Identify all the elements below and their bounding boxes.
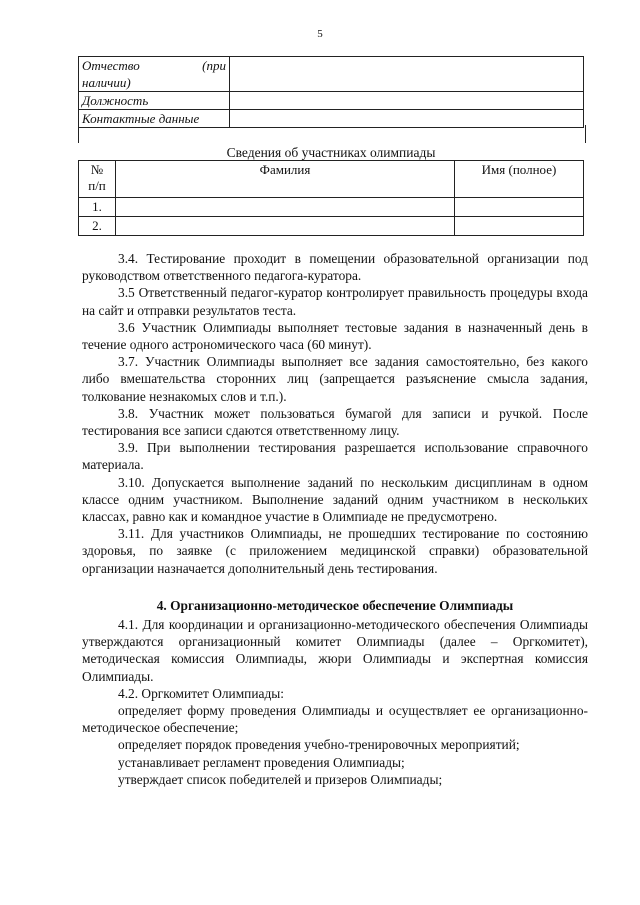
row-name xyxy=(455,217,584,236)
row-name xyxy=(455,198,584,217)
patronymic-label xyxy=(79,57,230,92)
paragraph-4-1: 4.1. Для координации и организационно-методического обеспечения Олимпиады утверждаются организационный комитет Олимпиады (далее – Оргкомитет), методическая комиссия Олимпиады, жюри Олимпиады и экспертная комиссия Олимпиады. xyxy=(82,617,588,684)
patronymic-label-right: (при xyxy=(202,58,226,73)
paragraph-3-6: 3.6 Участник Олимпиады выполняет тестовые задания в назначенный день в течение одного астрономического часа (60 минут). xyxy=(82,319,588,353)
col-name-header: Имя (полное) xyxy=(455,161,584,198)
page-number: 5 xyxy=(317,28,323,40)
row-number: 1. xyxy=(79,198,116,217)
paragraph-3-5: 3.5 Ответственный педагог-куратор контролирует правильность процедуры входа на сайт и отправки результатов теста. xyxy=(82,285,588,318)
row-surname xyxy=(116,198,455,217)
participants-table xyxy=(78,160,584,236)
paragraph-3-7: 3.7. Участник Олимпиады выполняет все задания самостоятельно, без какого либо вмешательства сторонних лиц (запрещается разъяснение смысла задания, толкование незнакомых слов и т.п.). xyxy=(82,354,588,404)
list-item: определяет форму проведения Олимпиады и осуществляет ее организационно-методическое обеспечение; xyxy=(82,703,588,736)
paragraph-4-2: 4.2. Оргкомитет Олимпиады: xyxy=(118,685,284,701)
col-num-line1: № xyxy=(90,162,104,177)
col-num-header xyxy=(79,161,116,198)
position-label: Должность xyxy=(79,92,230,110)
section-4-title: 4. Организационно-методическое обеспечение Олимпиады xyxy=(156,597,514,613)
participants-title: Сведения об участниках олимпиады xyxy=(226,145,436,160)
col-surname-header: Фамилия xyxy=(116,161,455,198)
row-surname xyxy=(116,217,455,236)
patronymic-label-left: Отчество xyxy=(82,58,140,73)
list-item: утверждает список победителей и призеров Олимпиады; xyxy=(118,771,443,787)
paragraph-3-11: 3.11. Для участников Олимпиады, не прошедших тестирование по состоянию здоровья, по заявке (с приложением медицинской справки) образовательной организации назначается дополнительный день тестирования. xyxy=(82,526,588,576)
col-num-line2: п/п xyxy=(88,178,106,193)
position-row xyxy=(79,92,584,110)
patronymic-label-line2: наличии) xyxy=(82,75,131,90)
participants-frame xyxy=(78,125,586,143)
document-body xyxy=(82,250,588,788)
patronymic-value xyxy=(230,57,584,92)
position-value xyxy=(230,92,584,110)
paragraph-3-8: 3.8. Участник может пользоваться бумагой для записи и ручкой. После тестирования все записи сдаются ответственному лицу. xyxy=(82,405,588,439)
row-number: 2. xyxy=(79,217,116,236)
table-row xyxy=(79,198,584,217)
list-item: устанавливает регламент проведения Олимпиады; xyxy=(118,754,405,770)
contact-table xyxy=(78,56,584,128)
paragraph-3-4: 3.4. Тестирование проходит в помещении образовательной организации под руководством ответственного педагога-куратора. xyxy=(82,251,588,284)
table-row xyxy=(79,217,584,236)
list-item: определяет порядок проведения учебно-тренировочных мероприятий; xyxy=(118,737,520,753)
paragraph-3-10: 3.10. Допускается выполнение заданий по нескольким дисциплинам в одном классе одним участником. Выполнение заданий одним участником в нескольких классах, равно как и командное участие в Олимпиаде не предусмотрено. xyxy=(82,474,588,525)
paragraph-3-9: 3.9. При выполнении тестирования разрешается использование справочного материала. xyxy=(82,440,588,473)
contacts-label: Контактные данные xyxy=(79,110,230,128)
patronymic-row xyxy=(79,57,584,92)
participants-header-row xyxy=(79,161,584,198)
